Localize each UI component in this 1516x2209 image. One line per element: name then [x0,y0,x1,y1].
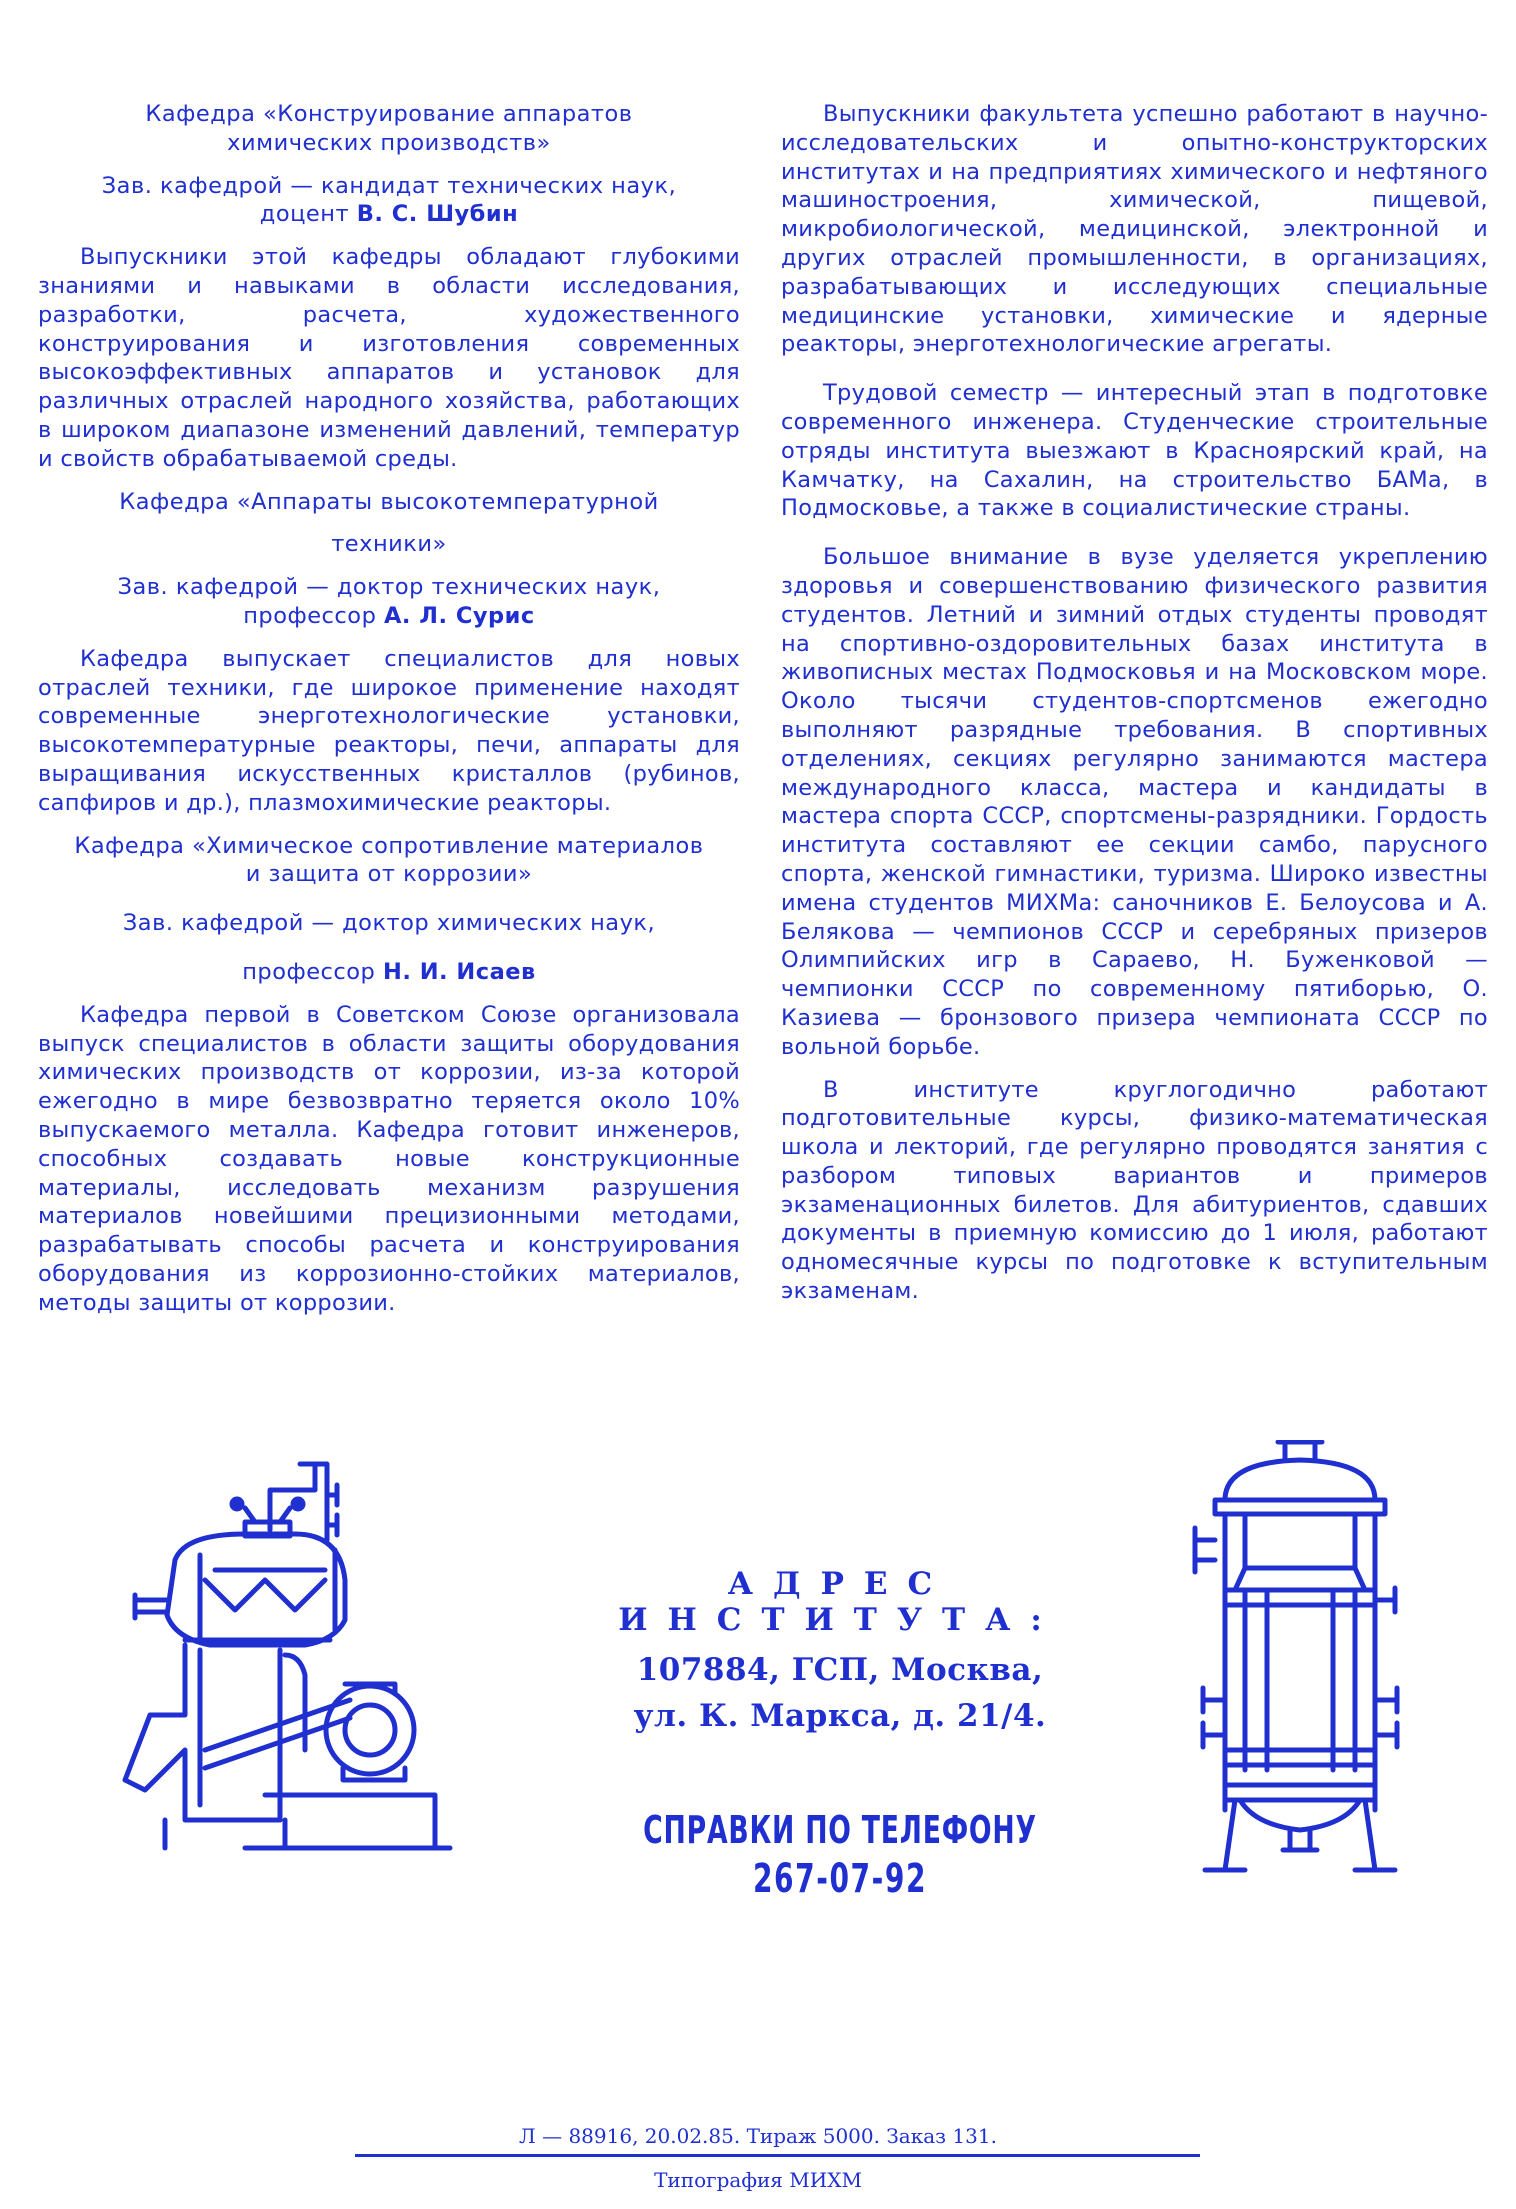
dept1-head-line2 [38,200,740,229]
dept1-head-line1: Зав. кафедрой — кандидат технических наук, [101,172,677,199]
separator-machine-icon [105,1450,505,1870]
dept1-text: Выпускники этой кафедры обладают глубокими знаниями и навыками в области исследования, разработки, расчета, художественного конструирования и изготовления современных высокоэффективных аппаратов и установок для различных отраслей народного хозяйства, работающих в широком диапазоне изменений давлений, температур и свойств обрабатываемой среды. [38,244,740,472]
address-line2: ул. К. Маркса, д. 21/4. [633,1698,1047,1734]
dept3-text: Кафедра первой в Советском Союзе организовала выпуск специалистов в области защиты оборудования химических производств от коррозии, из-за которой ежегодно в мире безвозвратно теряется около 10% выпускаемого металла. Кафедра готовит инженеров, способных создавать новые конструкционные материалы, исследовать механизм разрушения материалов новейшими прецизионными методами, разрабатывать способы расчета и конструирования оборудования из коррозионно-стойких материалов, методы защиты от коррозии. [38,1001,740,1316]
dept2-head-line2 [38,602,740,631]
dept3-head-name: Н. И. Исаев [383,958,536,985]
dept1-title-line1: Кафедра «Конструирование аппаратов [145,101,633,127]
dept1-head-name: В. С. Шубин [356,201,519,228]
phone-number: 267-07-92 [752,1856,928,1902]
dept1-head-prefix: доцент [259,201,350,228]
prep-courses-paragraph: В институте круглогодично работают подготовительные курсы, физико-математическая школа и лекторий, где регулярно проводятся занятия с разбором типовых вариантов и примеров экзаменационных билетов. Для абитуриентов, сдавших документы в приемную комиссию до 1 июля, работают одномесячные курсы по подготовке к вступительным экзаменам. [781,1076,1488,1305]
address-title: АДРЕС ИНСТИТУТА: [618,1566,1062,1638]
dept3-head-prefix: профессор [242,958,376,985]
printer-name: Типография МИХМ [654,2168,862,2192]
right-column [781,100,1488,1306]
dept2-head-name: А. Л. Сурис [384,602,535,629]
sports-paragraph: Большое внимание в вузе уделяется укреплению здоровья и совершенствованию физического развития студентов. Летний и зимний отдых студенты проводят на спортивно-оздоровительных базах института в живописных местах Подмосковья и на Московском море. Около тысячи студентов-спортсменов ежегодно выполняют разрядные требования. В спортивных отделениях, секциях регулярно занимаются мастера международного класса, мастера и кандидаты в мастера спорта СССР, спортсмены-разрядники. Гордость института составляют ее секции самбо, парусного спорта, женской гимнастики, туризма. Широко известны имена студентов МИХМа: саночников Е. Белоусова и А. Белякова — чемпионов СССР и серебряных призеров Олимпийских игр в Сараево, Н. Буженковой — чемпионки СССР по современному пятиборью, О. Казиева — бронзового призера чемпионата СССР по вольной борьбе. [781,544,1488,1060]
labor-semester-paragraph: Трудовой семестр — интересный этап в подготовке современного инженера. Студенческие строительные отряды института выезжают в Красноярский край, на Камчатку, на Сахалин, на строительство БАМа, в Подмосковье, а также в социалистические страны. [781,380,1488,522]
phone-block [560,1808,1120,1902]
dept3-title-line1: Кафедра «Химическое сопротивление материалов [74,832,704,859]
phone-title: СПРАВКИ ПО ТЕЛЕФОНУ [643,1808,1037,1852]
graduates-paragraph: Выпускники факультета успешно работают в научно-исследовательских и опытно-конструкторских институтах и на предприятиях химического и нефтяного машиностроения, химической, пищевой, микробиологической, медицинской, электронной и других отраслей промышленности, в организациях, разрабатывающих и исследующих специальные медицинские установки, химические и ядерные реакторы, энерготехнологические агрегаты. [781,101,1488,358]
dept3-title-line2: и защита от коррозии» [245,861,533,888]
dept3-head-line2 [38,958,740,987]
column-reactor-icon [1185,1440,1415,1885]
address-block [530,1566,1150,1744]
dept1-title-line2: химических производств» [227,129,551,156]
dept2-title-line2: техники» [331,531,447,558]
left-column [38,100,740,1317]
dept3-head-line1: Зав. кафедрой — доктор химических наук, [122,910,656,937]
imprint-line: Л — 88916, 20.02.85. Тираж 5000. Заказ 131. [519,2124,997,2148]
imprint-divider [355,2154,1200,2157]
dept2-head-prefix: профессор [243,602,377,629]
dept2-head-line1: Зав. кафедрой — доктор технических наук, [117,574,661,601]
address-line1: 107884, ГСП, Москва, [636,1652,1044,1688]
dept2-title-line1: Кафедра «Аппараты высокотемпературной [119,488,659,515]
dept2-text: Кафедра выпускает специалистов для новых отраслей техники, где широкое применение находят современные энерготехнологические установки, высокотемпературные реакторы, печи, аппараты для выращивания искусственных кристаллов (рубинов, сапфиров и др.), плазмохимические реакторы. [38,645,740,816]
